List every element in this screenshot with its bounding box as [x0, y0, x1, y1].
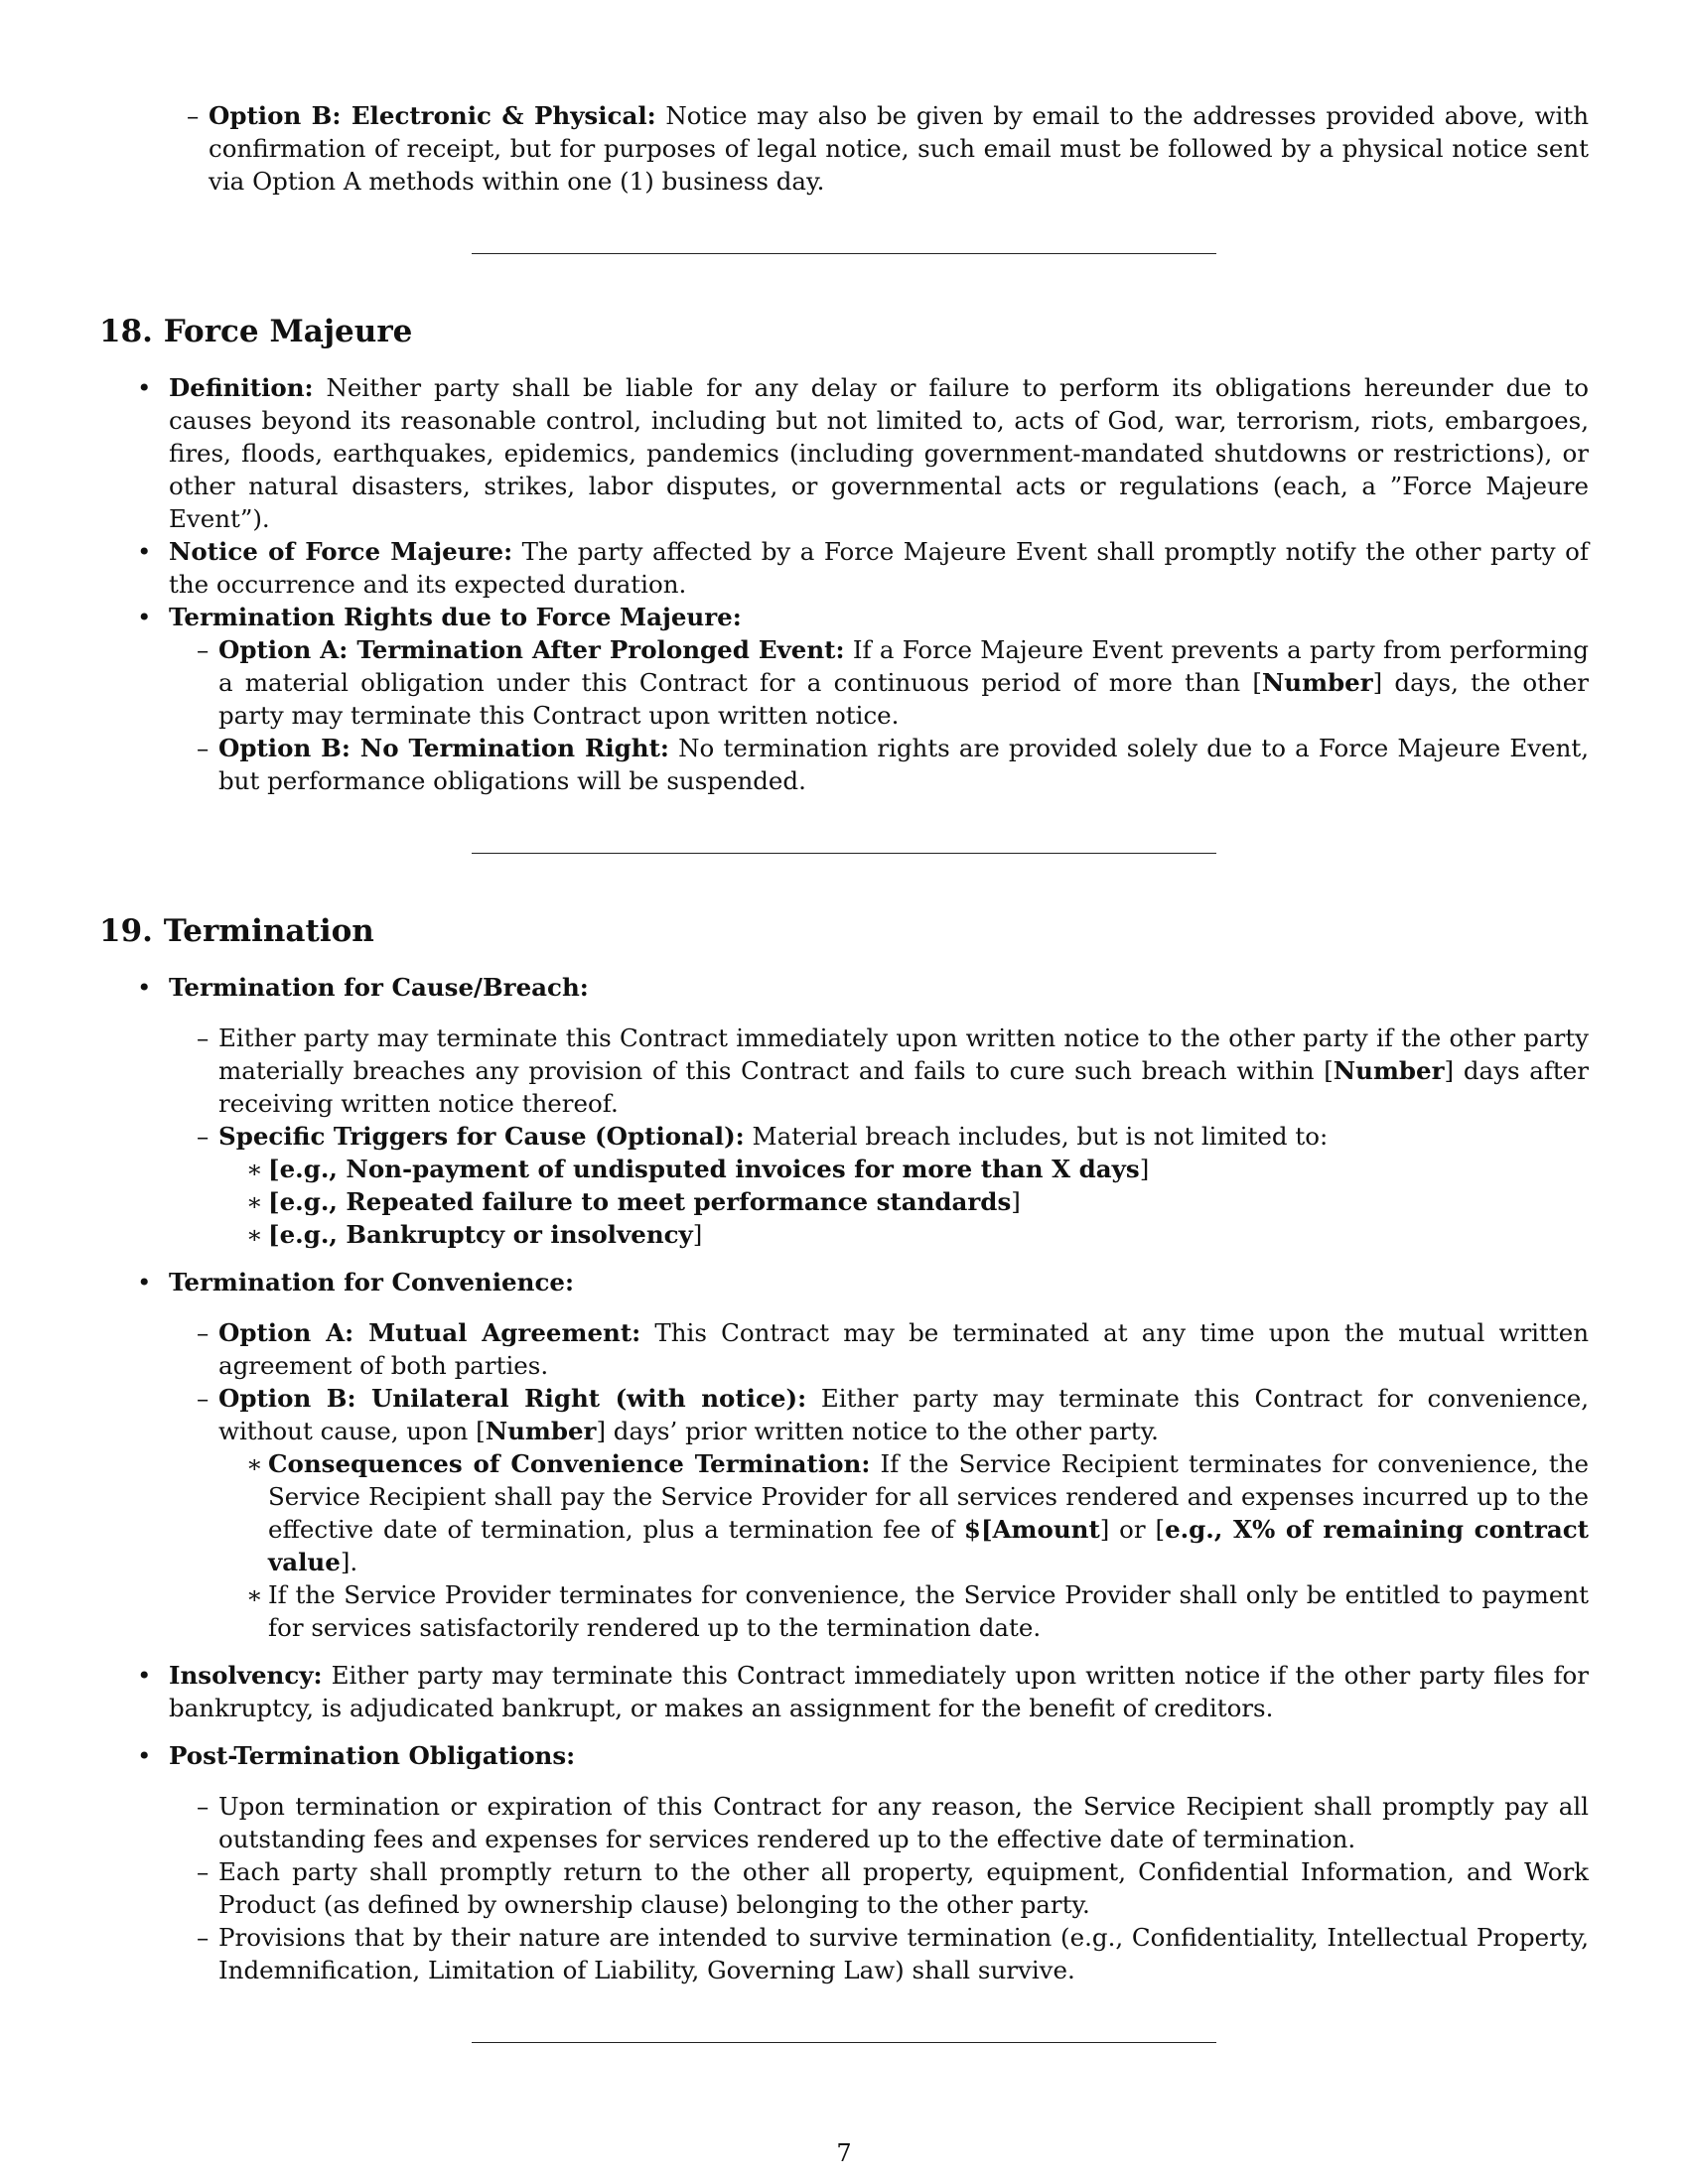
section-divider — [472, 853, 1216, 854]
conv-option-a: – Option A: Mutual Agreement: This Contract may be terminated at any time upon the mutual written agreement of both parties. — [159, 1316, 1589, 1382]
fm-option-b: – Option B: No Termination Right: No termination rights are provided solely due to a Force Majeure Event, but performance obligations will be suspended. — [159, 732, 1589, 797]
page-number: 7 — [836, 2139, 852, 2167]
fm-notice: • Notice of Force Majeure: The party affected by a Force Majeure Event shall promptly notify the other party of the occurrence and its expected duration. — [99, 535, 1589, 601]
trigger-item: ∗ [e.g., Bankruptcy or insolvency] — [218, 1218, 1589, 1251]
post-obligation-item: – Provisions that by their nature are intended to survive termination (e.g., Confidentiality, Intellectual Property, Indemnification, Limitation of Liability, Governing Law) shall survive. — [159, 1921, 1589, 1986]
term-cause-triggers: – Specific Triggers for Cause (Optional): Material breach includes, but is not limited to: ∗ [e.g., Non-payment of undisputed invoices for more than X days] ∗ [e.g., Repeated failure to meet performance standards] ∗ [e.g., Bankruptcy or insolvency] — [159, 1120, 1589, 1251]
section-heading-termination: 19. Termination — [99, 913, 374, 949]
notice-options-list — [159, 99, 1589, 198]
term-cause: • Termination for Cause/Breach: – Either party may terminate this Contract immediately upon written notice to the other party if the other party materially breaches any provision of this Contract and fails to cure such breach within [Number] days after receiving written notice thereof. – Specific Triggers for Cause (Optional): Material breach includes, but is not limited to: ∗ [e.g., Non-payment of undisputed invoices for more than X days] ∗ [e.g., Repeated failure to meet performance standards] ∗ [e.g., Bankruptcy or insolvency] — [99, 971, 1589, 1251]
term-convenience: • Termination for Convenience: – Option A: Mutual Agreement: This Contract may be terminated at any time upon the mutual written agreement of both parties. – Option B: Unilateral Right (with notice): Either party may terminate this Contract for convenience, without cause, upon [Number] days’ prior written notice to the other party. ∗ Consequences of Convenience Termination: If the Service Recipient terminates for convenience, the Service Recipient shall pay the Service Provider for all services rendered and expenses incurred up to the effective date of termination, plus a termination fee of $[Amount] or [e.g., X% of remaining contract value]. ∗ If the Service Provider terminates for convenience, the Service Provider shall only be entitled to payment for services satisfactorily rendered up to the termination date. — [99, 1266, 1589, 1644]
post-obligation-item: – Each party shall promptly return to the other all property, equipment, Confidential Information, and Work Product (as defined by ownership clause) belonging to the other party. — [159, 1855, 1589, 1921]
triggers-list — [218, 1153, 1589, 1251]
termination-list — [99, 971, 1589, 1986]
term-convenience-sublist — [169, 1316, 1589, 1644]
conv-consequences-list — [218, 1447, 1589, 1644]
post-obligations-list — [169, 1790, 1589, 1986]
force-majeure-list — [99, 371, 1589, 797]
fm-definition: • Definition: Neither party shall be liable for any delay or failure to perform its obligations hereunder due to causes beyond its reasonable control, including but not limited to, acts of God, war, terrorism, riots, embargoes, fires, floods, earthquakes, epidemics, pandemics (including government-mandated shutdowns or restrictions), or other natural disasters, strikes, labor disputes, or governmental acts or regulations (each, a ”Force Majeure Event”). — [99, 371, 1589, 535]
conv-consequence-provider: ∗ If the Service Provider terminates for convenience, the Service Provider shall only be entitled to payment for services satisfactorily rendered up to the termination date. — [218, 1578, 1589, 1644]
fm-options-list — [169, 633, 1589, 797]
conv-option-b: – Option B: Unilateral Right (with notice): Either party may terminate this Contract for convenience, without cause, upon [Number] days’ prior written notice to the other party. ∗ Consequences of Convenience Termination: If the Service Recipient terminates for convenience, the Service Recipient shall pay the Service Provider for all services rendered and expenses incurred up to the effective date of termination, plus a termination fee of $[Amount] or [e.g., X% of remaining contract value]. ∗ If the Service Provider terminates for convenience, the Service Provider shall only be entitled to payment for services satisfactorily rendered up to the termination date. — [159, 1382, 1589, 1644]
term-cause-sublist — [169, 1022, 1589, 1251]
section-heading-force-majeure: 18. Force Majeure — [99, 314, 413, 349]
conv-consequence-recipient: ∗ Consequences of Convenience Termination: If the Service Recipient terminates for convenience, the Service Recipient shall pay the Service Provider for all services rendered and expenses incurred up to the effective date of termination, plus a termination fee of $[Amount] or [e.g., X% of remaining contract value]. — [218, 1447, 1589, 1578]
trigger-item: ∗ [e.g., Non-payment of undisputed invoices for more than X days] — [218, 1153, 1589, 1185]
term-cause-breach: – Either party may terminate this Contract immediately upon written notice to the other party if the other party materially breaches any provision of this Contract and fails to cure such breach within [Number] days after receiving written notice thereof. — [159, 1022, 1589, 1120]
document-page — [99, 99, 1589, 2101]
notice-option-b: – Option B: Electronic & Physical: Notice may also be given by email to the addresses provided above, with confirmation of receipt, but for purposes of legal notice, such email must be followed by a physical notice sent via Option A methods within one (1) business day. — [149, 99, 1589, 198]
term-post-obligations: • Post-Termination Obligations: – Upon termination or expiration of this Contract for any reason, the Service Recipient shall promptly pay all outstanding fees and expenses for services rendered up to the effective date of termination. – Each party shall promptly return to the other all property, equipment, Confidential Information, and Work Product (as defined by ownership clause) belonging to the other party. – Provisions that by their nature are intended to survive termination (e.g., Confidentiality, Intellectual Property, Indemnification, Limitation of Liability, Governing Law) shall survive. — [99, 1739, 1589, 1986]
fm-termination-rights: • Termination Rights due to Force Majeure: – Option A: Termination After Prolonged Event: If a Force Majeure Event prevents a party from performing a material obligation under this Contract for a continuous period of more than [Number] days, the other party may terminate this Contract upon written notice. – Option B: No Termination Right: No termination rights are provided solely due to a Force Majeure Event, but performance obligations will be suspended. — [99, 601, 1589, 797]
fm-option-a: – Option A: Termination After Prolonged Event: If a Force Majeure Event prevents a party from performing a material obligation under this Contract for a continuous period of more than [Number] days, the other party may terminate this Contract upon written notice. — [159, 633, 1589, 732]
section-divider — [472, 2042, 1216, 2043]
section-divider — [472, 253, 1216, 254]
trigger-item: ∗ [e.g., Repeated failure to meet performance standards] — [218, 1185, 1589, 1218]
term-insolvency: • Insolvency: Either party may terminate this Contract immediately upon written notice if the other party files for bankruptcy, is adjudicated bankrupt, or makes an assignment for the benefit of creditors. — [99, 1659, 1589, 1724]
post-obligation-item: – Upon termination or expiration of this Contract for any reason, the Service Recipient shall promptly pay all outstanding fees and expenses for services rendered up to the effective date of termination. — [159, 1790, 1589, 1855]
